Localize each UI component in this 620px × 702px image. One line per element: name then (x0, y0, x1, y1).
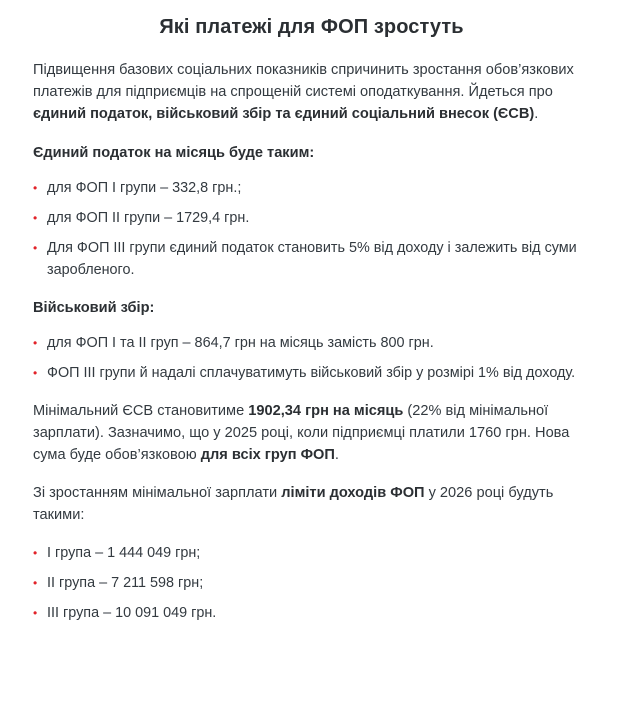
bullet-icon: • (33, 336, 38, 350)
list-item (33, 207, 590, 229)
bullet-icon: • (33, 366, 38, 380)
list-item (33, 542, 590, 564)
limits-paragraph (33, 482, 590, 526)
article-title: Які платежі для ФОП зростуть (159, 16, 464, 38)
list-item (33, 177, 590, 199)
esv-text: Мінімальний ЄСВ становитиме (33, 403, 249, 419)
list-item-text: для ФОП II групи – 1729,4 грн. (47, 210, 250, 226)
bullet-icon: • (33, 181, 38, 195)
intro-text: Підвищення базових соціальних показників спричинить зростання обов’язкових платежів для підприємців на спрощеній системі оподаткування. Йдеться про (33, 62, 574, 100)
list-item-text: III група – 10 091 049 грн. (47, 605, 217, 621)
bullet-icon: • (33, 241, 38, 255)
military-levy-heading: Військовий збір: (33, 300, 155, 316)
esv-amount: 1902,34 грн на місяць (248, 403, 404, 419)
limits-text-end: у 2026 році будуть такими: (33, 485, 554, 523)
limits-list (33, 542, 590, 624)
military-levy-list (33, 332, 590, 384)
bullet-icon: • (33, 606, 38, 620)
list-item-text: ФОП III групи й надалі сплачуватимуть військовий збір у розмірі 1% від доходу. (47, 365, 576, 381)
bullet-icon: • (33, 211, 38, 225)
esv-text-end: . (334, 447, 339, 463)
list-item-text: для ФОП I та II груп – 864,7 грн на місяць замість 800 грн. (47, 335, 434, 351)
esv-paragraph (33, 400, 590, 466)
list-item (33, 362, 590, 384)
list-item-text: II група – 7 211 598 грн; (47, 575, 204, 591)
bullet-icon: • (33, 576, 38, 590)
list-item-text: I група – 1 444 049 грн; (47, 545, 201, 561)
single-tax-heading: Єдиний податок на місяць буде таким: (33, 145, 315, 161)
intro-paragraph (33, 59, 590, 125)
list-item (33, 332, 590, 354)
limits-text: Зі зростанням мінімальної зарплати (33, 485, 282, 501)
esv-all-groups: для всіх груп ФОП (200, 447, 335, 463)
list-item (33, 602, 590, 624)
intro-bold: єдиний податок, військовий збір та єдиний соціальний внесок (ЄСВ) (33, 106, 535, 122)
esv-text-middle: (22% від мінімальної зарплати). Зазначимо, що у 2025 році, коли підприємці платили 1760 грн. Нова сума буде обов’язковою (33, 403, 570, 463)
list-item-text: для ФОП I групи – 332,8 грн.; (47, 180, 242, 196)
list-item (33, 237, 590, 281)
intro-text-end: . (534, 106, 539, 122)
list-item (33, 572, 590, 594)
single-tax-list (33, 177, 590, 281)
limits-bold: ліміти доходів ФОП (281, 485, 425, 501)
list-item-text: Для ФОП III групи єдиний податок становить 5% від доходу і залежить від суми заробленого. (47, 240, 577, 278)
bullet-icon: • (33, 546, 38, 560)
